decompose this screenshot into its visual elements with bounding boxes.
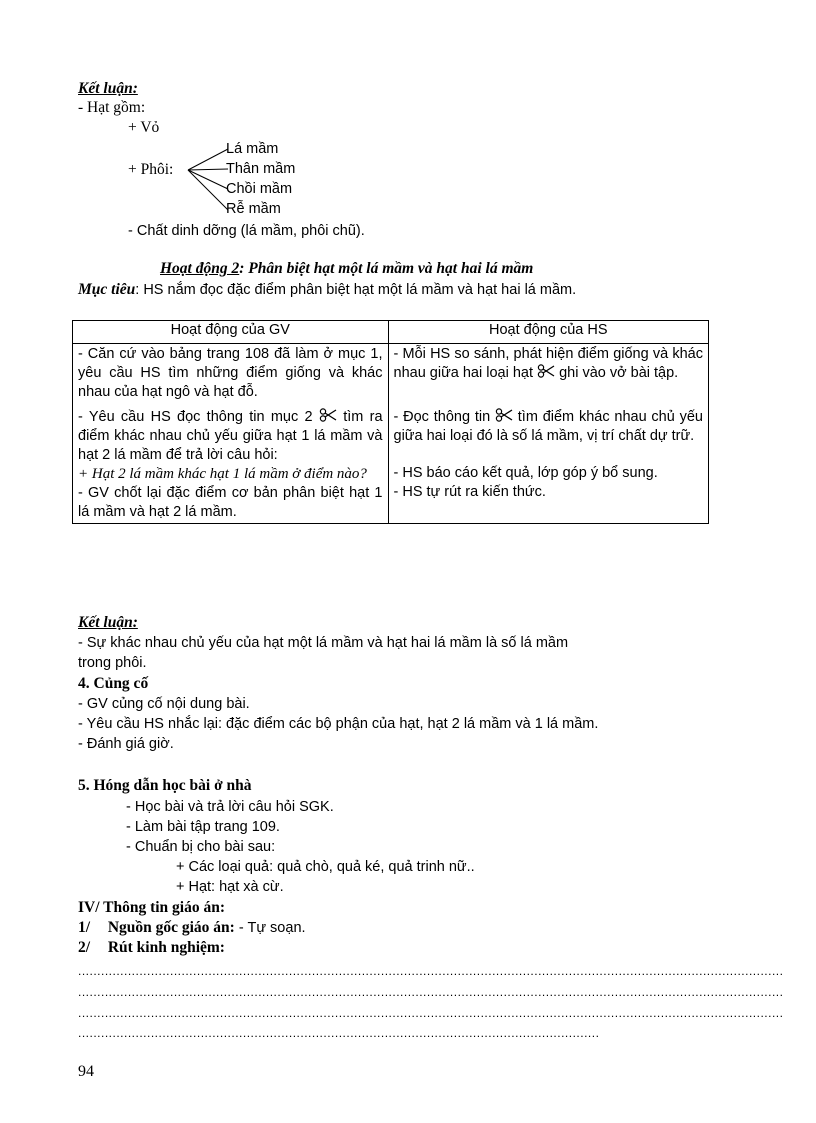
huong-dan-item: - Chuẩn bị cho bài sau:: [126, 839, 276, 855]
gv-p2b-text: tìm ra điểm khác nhau chủ yếu giữa hạt 1 lá mầm và hạt 2 lá mầm để trả lời câu hỏi:: [78, 409, 383, 463]
thong-tin-item-1-label: Nguồn gốc giáo án:: [107, 919, 235, 936]
cung-co-item: - Yêu cầu HS nhắc lại: đặc điểm các bộ phận của hạt, hạt 2 lá mầm và 1 lá mầm.: [78, 716, 599, 732]
gv-p2-text: - Yêu cầu HS đọc thông tin mục 2: [78, 409, 313, 425]
thong-tin-heading: IV/ Thông tin giáo án:: [78, 899, 226, 916]
vo-line: + Vỏ: [128, 119, 160, 136]
ket-luan-2-line2: trong phôi.: [78, 655, 147, 671]
hoat-dong-2-label: Hoạt động 2: [160, 260, 240, 277]
page-number: 94: [78, 1063, 94, 1080]
table-row: [73, 344, 709, 524]
dotted-line: ........................................................................................................................................................................................: [78, 964, 784, 978]
header-gv: Hoạt động của GV: [73, 321, 389, 344]
dotted-line: ........................................................................................................................................: [78, 1026, 600, 1040]
phoi-part-than-mam: Thân mầm: [226, 161, 296, 177]
hs-p2b-text: tìm điểm khác nhau chủ yếu giữa hai loại đó là số lá mầm, vị trí chất dự trữ.: [393, 409, 703, 444]
muc-tieu-label: Mục tiêu: [78, 281, 136, 298]
gv-p3: + Hạt 2 lá mầm khác hạt 1 lá mầm ở điểm nào?: [78, 466, 367, 482]
gv-p1: - Căn cứ vào bảng trang 108 đã làm ở mục 1, yêu cầu HS tìm những điểm giống và khác nhau của hạt ngô và hạt đỗ.: [78, 346, 383, 400]
activity-table: [72, 320, 709, 524]
dotted-line: ........................................................................................................................................................................................: [78, 985, 784, 999]
phoi-label: + Phôi:: [128, 161, 174, 178]
phoi-part-la-mam: Lá mầm: [226, 141, 279, 157]
hoat-dong-2-title: [160, 259, 533, 279]
table-header-row: [73, 321, 709, 344]
hs-p1: [394, 345, 704, 383]
gv-p2: [78, 408, 383, 465]
thong-tin-item-2: [78, 938, 225, 958]
thong-tin-item-1-num: 1/: [78, 919, 91, 936]
gv-cell: [73, 344, 389, 524]
scissors-icon: [495, 408, 513, 422]
ket-luan-heading-2: Kết luận:: [78, 614, 138, 631]
hs-p3: - HS báo cáo kết quả, lớp góp ý bổ sung.: [393, 465, 658, 481]
dotted-line: ........................................................................................................................................................................................: [78, 1006, 784, 1020]
huong-dan-heading: 5. Hóng dẫn học bài ở nhà: [78, 777, 252, 794]
header-hs: Hoạt động của HS: [388, 321, 709, 344]
muc-tieu-text: : HS nắm đọc đặc điểm phân biệt hạt một lá mầm và hạt hai lá mầm.: [135, 282, 577, 298]
huong-dan-item: - Làm bài tập trang 109.: [126, 819, 280, 835]
hoat-dong-2-rest: : Phân biệt hạt một lá mầm và hạt hai lá mầm: [239, 260, 534, 277]
cung-co-heading: 4. Củng cố: [78, 675, 149, 692]
ket-luan-heading-1: Kết luận:: [78, 80, 138, 97]
hat-gom-line: - Hạt gồm:: [78, 99, 146, 116]
hs-p1b-text: ghi vào vở bài tập.: [559, 365, 679, 381]
ket-luan-2-line1: - Sự khác nhau chủ yếu của hạt một lá mầm và hạt hai lá mầm là số lá mầm: [78, 635, 569, 651]
cung-co-item: - Đánh giá giờ.: [78, 736, 174, 752]
huong-dan-item: - Học bài và trả lời câu hỏi SGK.: [126, 799, 334, 815]
thong-tin-item-2-label: Rút kinh nghiệm:: [107, 939, 225, 956]
scissors-icon: [537, 364, 555, 378]
huong-dan-sub-item: + Hạt: hạt xà cừ.: [176, 879, 284, 895]
thong-tin-item-1-value: - Tự soạn.: [234, 920, 306, 936]
hs-p2a-text: - Đọc thông tin: [393, 409, 491, 425]
thong-tin-item-1: [78, 918, 306, 938]
hs-cell: [388, 344, 709, 524]
scissors-icon: [319, 408, 337, 422]
huong-dan-sub-item: + Các loại quả: quả chò, quả ké, quả trinh nữ..: [176, 859, 475, 875]
phoi-part-choi-mam: Chồi mầm: [226, 181, 293, 197]
muc-tieu-line: [78, 280, 576, 300]
phoi-part-re-mam: Rễ mầm: [226, 201, 281, 217]
hs-p2: [394, 408, 704, 446]
cung-co-item: - GV củng cố nội dung bài.: [78, 696, 250, 712]
gv-p4: - GV chốt lại đặc điểm cơ bản phân biệt hạt 1 lá mầm và hạt 2 lá mầm.: [78, 485, 383, 520]
thong-tin-item-2-num: 2/: [78, 939, 91, 956]
hs-p4: - HS tự rút ra kiến thức.: [393, 484, 546, 500]
chat-dinh-duong-line: - Chất dinh dỡng (lá mầm, phôi chũ).: [128, 223, 365, 239]
hs-p1-text: - Mỗi HS so sánh, phát hiện điểm giống và khác nhau giữa hai loại hạt: [393, 346, 703, 381]
